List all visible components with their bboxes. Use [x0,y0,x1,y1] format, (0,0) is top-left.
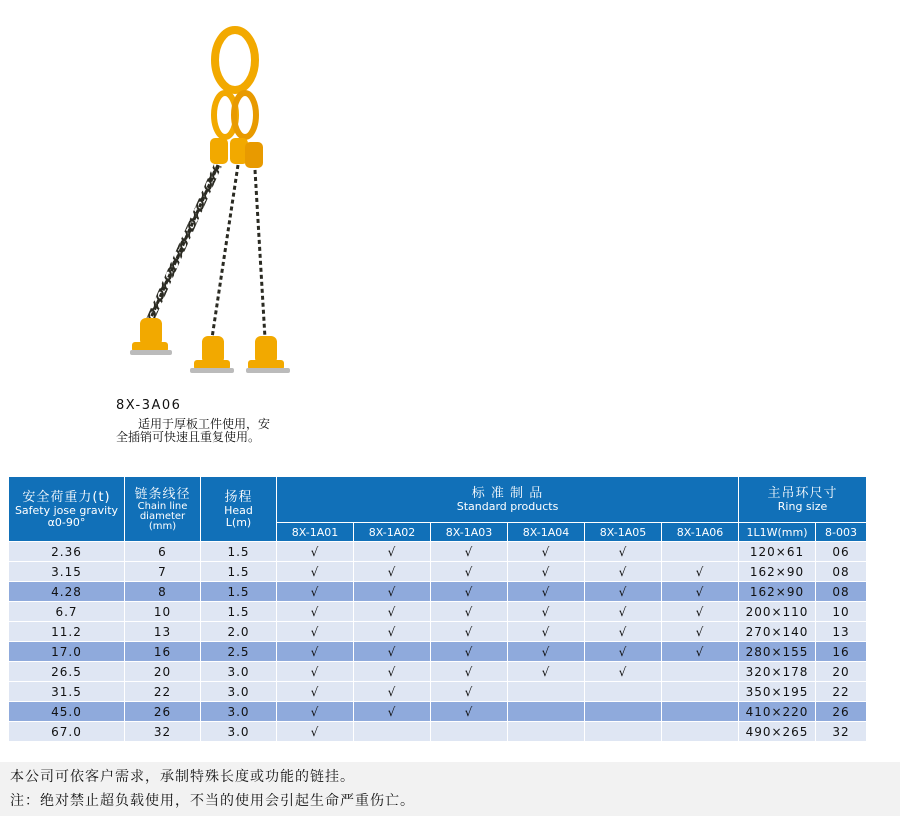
check-cell: √ [431,662,508,682]
check-cell: √ [431,582,508,602]
ring-dim-cell: 162×90 [739,582,816,602]
check-cell: √ [662,562,739,582]
check-cell: √ [277,582,354,602]
table-row [9,722,867,742]
head-cell: 3.0 [201,702,277,722]
product-description [116,418,316,444]
header-model-3: 8X-1A03 [431,523,508,542]
description-line-2: 全插销可快速且重复使用。 [116,430,261,444]
chain-cell: 26 [125,702,201,722]
check-cell: √ [354,542,431,562]
check-cell: √ [508,562,585,582]
chain-cell: 13 [125,622,201,642]
check-cell: √ [277,682,354,702]
table-row [9,662,867,682]
check-cell: √ [662,602,739,622]
table-row [9,582,867,602]
check-cell [662,702,739,722]
ring-code-cell: 32 [816,722,867,742]
check-cell [508,722,585,742]
header-model-6: 8X-1A06 [662,523,739,542]
check-cell: √ [508,602,585,622]
load-cell: 45.0 [9,702,125,722]
check-cell: √ [277,642,354,662]
chain-sling-icon [100,20,300,390]
check-cell: √ [431,602,508,622]
check-cell: √ [508,622,585,642]
ring-code-cell: 16 [816,642,867,662]
check-cell: √ [662,622,739,642]
load-cell: 26.5 [9,662,125,682]
check-cell: √ [354,582,431,602]
check-cell: √ [508,662,585,682]
table-row [9,542,867,562]
header-ring-code: 8-003 [816,523,867,542]
check-cell: √ [508,642,585,662]
head-cell: 1.5 [201,542,277,562]
header-model-2: 8X-1A02 [354,523,431,542]
load-cell: 67.0 [9,722,125,742]
check-cell: √ [277,702,354,722]
note-custom-order: 本公司可依客户需求，承制特殊长度或功能的链挂。 [10,769,355,785]
check-cell [585,702,662,722]
description-line-1: 适用于厚板工件使用，安 [138,417,271,431]
ring-code-cell: 06 [816,542,867,562]
ring-code-cell: 08 [816,582,867,602]
ring-dim-cell: 162×90 [739,562,816,582]
table-row [9,702,867,722]
header-model-4: 8X-1A04 [508,523,585,542]
check-cell: √ [431,622,508,642]
load-cell: 31.5 [9,682,125,702]
ring-dim-cell: 280×155 [739,642,816,662]
check-cell: √ [585,642,662,662]
load-cell: 4.28 [9,582,125,602]
check-cell [662,682,739,702]
chain-cell: 8 [125,582,201,602]
check-cell: √ [277,622,354,642]
ring-code-cell: 13 [816,622,867,642]
ring-code-cell: 10 [816,602,867,622]
spec-table [8,476,867,742]
check-cell [662,662,739,682]
chain-cell: 22 [125,682,201,702]
head-cell: 1.5 [201,602,277,622]
chain-cell: 6 [125,542,201,562]
check-cell [662,722,739,742]
check-cell [662,542,739,562]
check-cell: √ [585,622,662,642]
check-cell: √ [431,642,508,662]
check-cell: √ [277,542,354,562]
chain-cell: 20 [125,662,201,682]
check-cell [508,702,585,722]
check-cell: √ [585,582,662,602]
check-cell: √ [354,622,431,642]
load-cell: 11.2 [9,622,125,642]
table-row [9,562,867,582]
check-cell: √ [585,602,662,622]
ring-dim-cell: 120×61 [739,542,816,562]
table-row [9,642,867,662]
check-cell: √ [508,582,585,602]
load-cell: 2.36 [9,542,125,562]
head-cell: 3.0 [201,662,277,682]
header-chain: 链条线径 Chain line diameter (mm) [125,477,201,542]
check-cell: √ [508,542,585,562]
check-cell: √ [277,722,354,742]
check-cell: √ [662,642,739,662]
table-row [9,682,867,702]
chain-cell: 32 [125,722,201,742]
chain-cell: 16 [125,642,201,662]
check-cell: √ [585,662,662,682]
header-model-5: 8X-1A05 [585,523,662,542]
ring-dim-cell: 320×178 [739,662,816,682]
header-ring-size: 主吊环尺寸 Ring size [739,477,867,523]
check-cell: √ [662,582,739,602]
header-load: 安全荷重力(t) Safety jose gravity α0-90° [9,477,125,542]
ring-code-cell: 08 [816,562,867,582]
check-cell [508,682,585,702]
head-cell: 2.0 [201,622,277,642]
check-cell: √ [354,682,431,702]
ring-dim-cell: 200×110 [739,602,816,622]
header-model-1: 8X-1A01 [277,523,354,542]
load-cell: 3.15 [9,562,125,582]
ring-code-cell: 22 [816,682,867,702]
ring-code-cell: 20 [816,662,867,682]
head-cell: 1.5 [201,582,277,602]
check-cell [585,722,662,742]
check-cell: √ [354,662,431,682]
check-cell: √ [431,682,508,702]
load-cell: 6.7 [9,602,125,622]
note-warning: 注：绝对禁止超负载使用，不当的使用会引起生命严重伤亡。 [10,793,415,809]
ring-dim-cell: 410×220 [739,702,816,722]
ring-dim-cell: 350×195 [739,682,816,702]
header-standard-products: 标 准 制 品 Standard products [277,477,739,523]
check-cell: √ [585,542,662,562]
head-cell: 2.5 [201,642,277,662]
ring-code-cell: 26 [816,702,867,722]
check-cell: √ [431,702,508,722]
check-cell: √ [354,562,431,582]
check-cell [431,722,508,742]
check-cell: √ [354,642,431,662]
header-head: 扬程 Head L(m) [201,477,277,542]
header-ring-dim: 1L1W(mm) [739,523,816,542]
check-cell: √ [431,562,508,582]
ring-dim-cell: 270×140 [739,622,816,642]
check-cell: √ [354,602,431,622]
chain-cell: 10 [125,602,201,622]
ring-dim-cell: 490×265 [739,722,816,742]
check-cell: √ [277,662,354,682]
head-cell: 1.5 [201,562,277,582]
head-cell: 3.0 [201,722,277,742]
load-cell: 17.0 [9,642,125,662]
check-cell: √ [354,702,431,722]
table-row [9,622,867,642]
head-cell: 3.0 [201,682,277,702]
check-cell: √ [277,562,354,582]
check-cell: √ [431,542,508,562]
chain-cell: 7 [125,562,201,582]
check-cell: √ [277,602,354,622]
check-cell [585,682,662,702]
product-model: 8X-3A06 [116,398,182,413]
check-cell: √ [585,562,662,582]
table-row [9,602,867,622]
check-cell [354,722,431,742]
